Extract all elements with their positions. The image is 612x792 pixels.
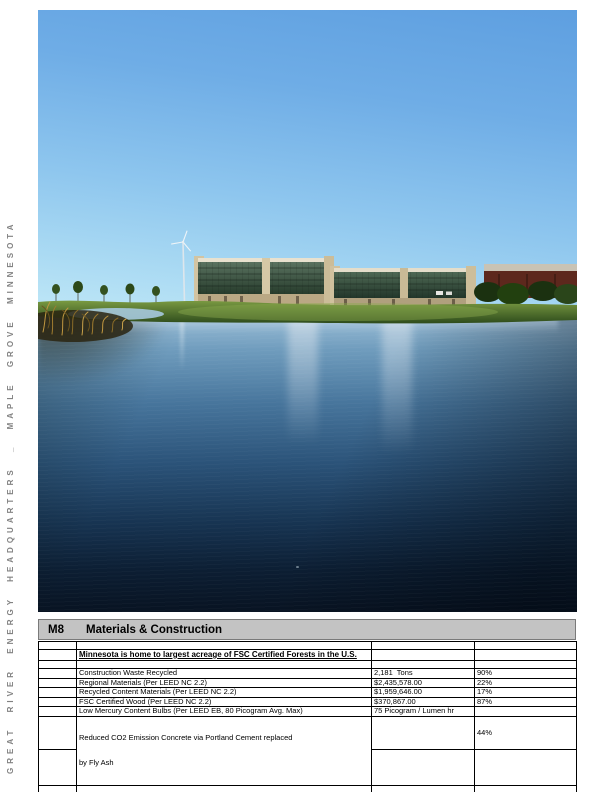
table-row (39, 697, 577, 707)
row-label: Reduced CO2 Emission Concrete via Portland Cement replaced (79, 732, 293, 742)
table-spacer-row (39, 785, 577, 792)
section-code: M8 (48, 623, 64, 636)
sidebar-vertical-title: GREAT RIVER ENERGY HEADQUARTERS _ MAPLE GROVE MINNESOTA (6, 220, 15, 774)
water-ripples (38, 314, 577, 612)
row-value: $2,435,578.00 (372, 678, 475, 688)
row-value: $370,867.00 (372, 697, 475, 707)
row-label: Recycled Content Materials (Per LEED NC 2.2) (77, 688, 372, 698)
materials-table (38, 641, 577, 792)
row-label: Construction Waste Recycled (77, 669, 372, 679)
table-note: Minnesota is home to largest acreage of FSC Certified Forests in the U.S. (79, 649, 357, 659)
section-header-bar (38, 619, 576, 640)
row-percent: 17% (475, 688, 577, 698)
table-row (39, 707, 577, 717)
row-value (372, 716, 475, 750)
row-value: 75 Picogram / Lumen hr (372, 707, 475, 717)
wind-turbine (171, 231, 191, 302)
table-row (39, 669, 577, 679)
saplings (52, 281, 160, 304)
row-value (372, 750, 475, 785)
table-row (39, 716, 577, 750)
row-percent: 90% (475, 669, 577, 679)
water-speck (296, 566, 299, 568)
table-row (39, 678, 577, 688)
row-label: FSC Certified Wood (Per LEED NC 2.2) (77, 697, 372, 707)
table-note-row (39, 650, 577, 661)
horizon-scene (38, 228, 577, 347)
row-percent (475, 750, 577, 785)
row-label: Low Mercury Content Bulbs (Per LEED EB, 80 Picogram Avg. Max) (77, 707, 372, 717)
table-row (39, 688, 577, 698)
row-value: 2,181 Tons (372, 669, 475, 679)
table-spacer-row (39, 642, 577, 650)
row-percent: 44% (475, 716, 577, 750)
building-lake-photo (38, 10, 577, 612)
row-percent: 87% (475, 697, 577, 707)
row-label: by Fly Ash (79, 758, 114, 767)
row-percent: 22% (475, 678, 577, 688)
row-value: $1,959,646.00 (372, 688, 475, 698)
row-percent (475, 707, 577, 717)
row-label: Regional Materials (Per LEED NC 2.2) (77, 678, 372, 688)
section-title: Materials & Construction (85, 623, 223, 636)
table-spacer-row (39, 661, 577, 669)
